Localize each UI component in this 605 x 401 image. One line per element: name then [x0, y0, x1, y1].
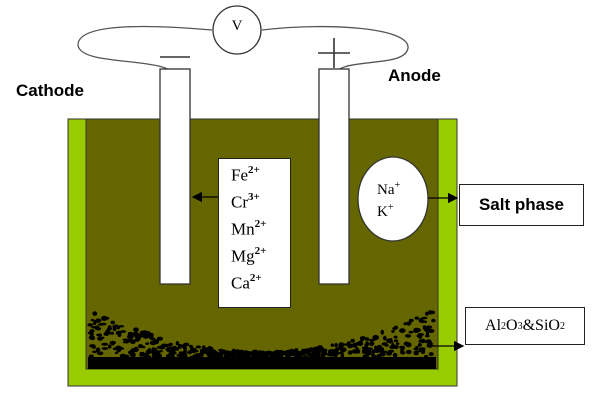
sediment-particle	[400, 351, 405, 355]
sediment-particle	[396, 342, 400, 345]
sediment-particle	[101, 316, 107, 321]
sediment-particle	[118, 325, 124, 327]
sediment-particle	[302, 355, 308, 359]
sediment-particle	[145, 342, 149, 345]
sediment-particle	[130, 341, 135, 344]
sediment-particle	[406, 322, 411, 325]
sediment-particle	[399, 346, 405, 349]
sediment-particle	[409, 319, 414, 322]
salt-phase-label: Salt phase	[478, 195, 565, 214]
sediment-particle	[181, 355, 187, 358]
sediment-particle	[142, 353, 149, 358]
sediment-particle	[386, 352, 392, 356]
sediment-particle	[409, 331, 414, 334]
sediment-particle	[348, 350, 353, 354]
sediment-particle	[422, 349, 425, 354]
sediment-particle	[178, 345, 185, 348]
cathode-electrode	[160, 69, 190, 284]
sediment-particle	[339, 346, 343, 349]
sediment-particle	[96, 333, 102, 336]
sediment-particle	[424, 355, 428, 358]
sediment-particle	[149, 337, 155, 340]
sediment-particle	[165, 344, 169, 347]
sediment-particle	[418, 343, 422, 347]
sediment-particle	[92, 351, 97, 354]
ion-item: $Mg^{2+}$	[231, 245, 267, 266]
sediment-particle	[418, 349, 422, 352]
oxide-part: SiO	[535, 317, 560, 334]
oxide-part: &	[522, 317, 536, 334]
sediment-particle	[190, 356, 193, 358]
sediment-particle	[429, 352, 434, 356]
voltmeter-label: V	[231, 18, 243, 34]
sediment-particle	[365, 341, 369, 346]
sediment-particle	[124, 355, 130, 358]
anode-electrode	[319, 69, 349, 284]
sediment-particle	[95, 326, 99, 330]
sediment-particle	[285, 353, 288, 357]
sediment-particle	[159, 345, 166, 349]
sediment-particle	[388, 341, 393, 344]
sediment-particle	[390, 350, 394, 353]
sediment-particle	[108, 344, 112, 348]
sediment-particle	[431, 319, 436, 323]
sediment-particle	[142, 330, 148, 335]
sediment-particle	[100, 323, 106, 326]
sediment-particle	[335, 348, 339, 351]
sediment-particle	[299, 352, 304, 357]
sediment-particle	[219, 354, 222, 357]
sediment-particle	[190, 348, 195, 353]
sediment-particle	[243, 350, 249, 354]
oxide-part: Al	[485, 317, 502, 334]
ion-item: $Ca^{2+}$	[231, 272, 262, 293]
sediment-particle	[334, 343, 337, 348]
sediment-particle	[365, 337, 369, 341]
oxide-output-box: Al 2 O 3 & SiO 2	[465, 307, 585, 345]
sediment-particle	[421, 320, 426, 323]
sediment-particle	[389, 345, 395, 349]
sediment-particle	[92, 311, 97, 316]
sediment-particle	[150, 340, 157, 345]
oxide-part: O	[506, 317, 518, 334]
sediment-particle	[154, 350, 159, 354]
sediment-particle	[101, 343, 108, 346]
sediment-particle	[278, 354, 282, 357]
sediment-particle	[417, 334, 423, 337]
sediment-particle	[207, 347, 214, 351]
sediment-particle	[139, 353, 142, 357]
sediment-particle	[381, 330, 384, 335]
sediment-particle	[110, 332, 114, 335]
sediment-particle	[363, 346, 369, 351]
sediment-particle	[394, 339, 399, 342]
sediment-particle	[311, 348, 316, 351]
sediment-particle	[108, 325, 112, 328]
sediment-particle	[212, 350, 215, 355]
sediment-particle	[428, 310, 432, 314]
sediment-particle	[110, 321, 115, 325]
cathode-label: Cathode	[16, 81, 84, 100]
sediment-particle	[426, 330, 432, 333]
sediment-particle	[426, 326, 433, 329]
anode-label: Anode	[388, 66, 441, 85]
salt-ion-item: Na+	[377, 180, 401, 198]
salt-phase-output-box	[459, 184, 584, 226]
sediment-particle	[89, 355, 94, 358]
sediment-particle	[92, 346, 96, 349]
sediment-particle	[111, 341, 115, 346]
salt-ion-item: K+	[377, 202, 394, 220]
sediment-particle	[310, 352, 316, 355]
sediment-particle	[166, 348, 170, 352]
sediment-particle	[363, 354, 369, 358]
sediment-particle	[116, 331, 122, 335]
sediment-particle	[133, 327, 139, 332]
sediment-particle	[142, 346, 146, 349]
sediment-particle	[102, 347, 109, 350]
sediment-particle	[232, 351, 237, 354]
sediment-particle	[382, 342, 388, 346]
salt-phase-bubble	[358, 157, 428, 241]
sediment-particle	[89, 329, 94, 333]
sediment-particle	[237, 356, 244, 359]
sediment-particle	[355, 347, 359, 350]
sediment-particle	[137, 335, 142, 338]
sediment-particle	[259, 351, 264, 356]
sediment-particle	[114, 324, 118, 327]
sediment-particle	[423, 327, 426, 330]
sediment-particle	[372, 354, 375, 359]
sediment-particle	[328, 349, 334, 354]
sediment-particle	[391, 330, 395, 333]
sediment-particle	[406, 342, 412, 347]
ion-item: $Cr^{3+}$	[231, 191, 260, 212]
sediment-particle	[116, 346, 122, 349]
sediment-particle	[159, 350, 163, 352]
melt-ions-box	[218, 158, 291, 308]
sediment-particle	[130, 352, 134, 357]
sediment-particle	[143, 335, 149, 338]
sediment-particle	[251, 350, 257, 355]
sediment-particle	[405, 334, 411, 338]
sediment-particle	[413, 348, 418, 351]
sediment-particle	[123, 341, 130, 343]
sediment-particle	[229, 355, 233, 359]
sediment-particle	[316, 347, 322, 351]
sediment-particle	[353, 351, 357, 353]
sediment-particle	[113, 327, 117, 331]
sediment-particle	[133, 347, 138, 352]
sediment-particle	[97, 351, 104, 355]
sediment-particle	[315, 351, 320, 354]
sediment-particle	[148, 348, 152, 353]
sediment-particle	[90, 337, 95, 340]
sediment-particle	[90, 333, 94, 336]
sediment-particle	[150, 333, 153, 337]
sediment-particle	[99, 337, 104, 340]
sediment-particle	[179, 351, 182, 354]
sediment-particle	[427, 342, 433, 345]
sediment-particle	[393, 353, 398, 358]
sediment-particle	[350, 344, 353, 347]
sediment-particle	[169, 344, 173, 347]
sediment-particle	[91, 319, 94, 321]
sediment-particle	[310, 355, 314, 359]
sediment-particle	[128, 332, 132, 335]
sediment-particle	[425, 334, 430, 337]
sediment-particle	[369, 341, 374, 346]
sediment-particle	[372, 335, 379, 340]
sediment-particle	[394, 336, 398, 339]
sediment-particle	[264, 353, 270, 355]
sediment-particle	[413, 329, 417, 333]
ion-item: $Mn^{2+}$	[231, 218, 267, 239]
sediment-particle	[94, 320, 99, 323]
sediment-base	[88, 357, 436, 369]
sediment-particle	[380, 347, 384, 351]
cathode-wire	[78, 26, 212, 105]
sediment-particle	[314, 355, 320, 358]
sediment-particle	[399, 328, 406, 333]
sediment-particle	[383, 336, 387, 341]
sediment-particle	[415, 317, 419, 320]
sediment-particle	[414, 350, 419, 355]
sediment-particle	[350, 339, 355, 343]
sediment-particle	[87, 323, 93, 326]
sediment-particle	[196, 345, 202, 348]
sediment-particle	[176, 341, 179, 346]
ion-item: $Fe^{2+}$	[231, 164, 260, 185]
sediment-particle	[406, 350, 412, 354]
sediment-particle	[339, 352, 344, 355]
sediment-particle	[394, 326, 398, 330]
sediment-particle	[322, 351, 327, 355]
sediment-particle	[157, 337, 163, 341]
sediment-particle	[331, 343, 335, 346]
sediment-particle	[200, 350, 203, 355]
sediment-particle	[292, 351, 298, 355]
